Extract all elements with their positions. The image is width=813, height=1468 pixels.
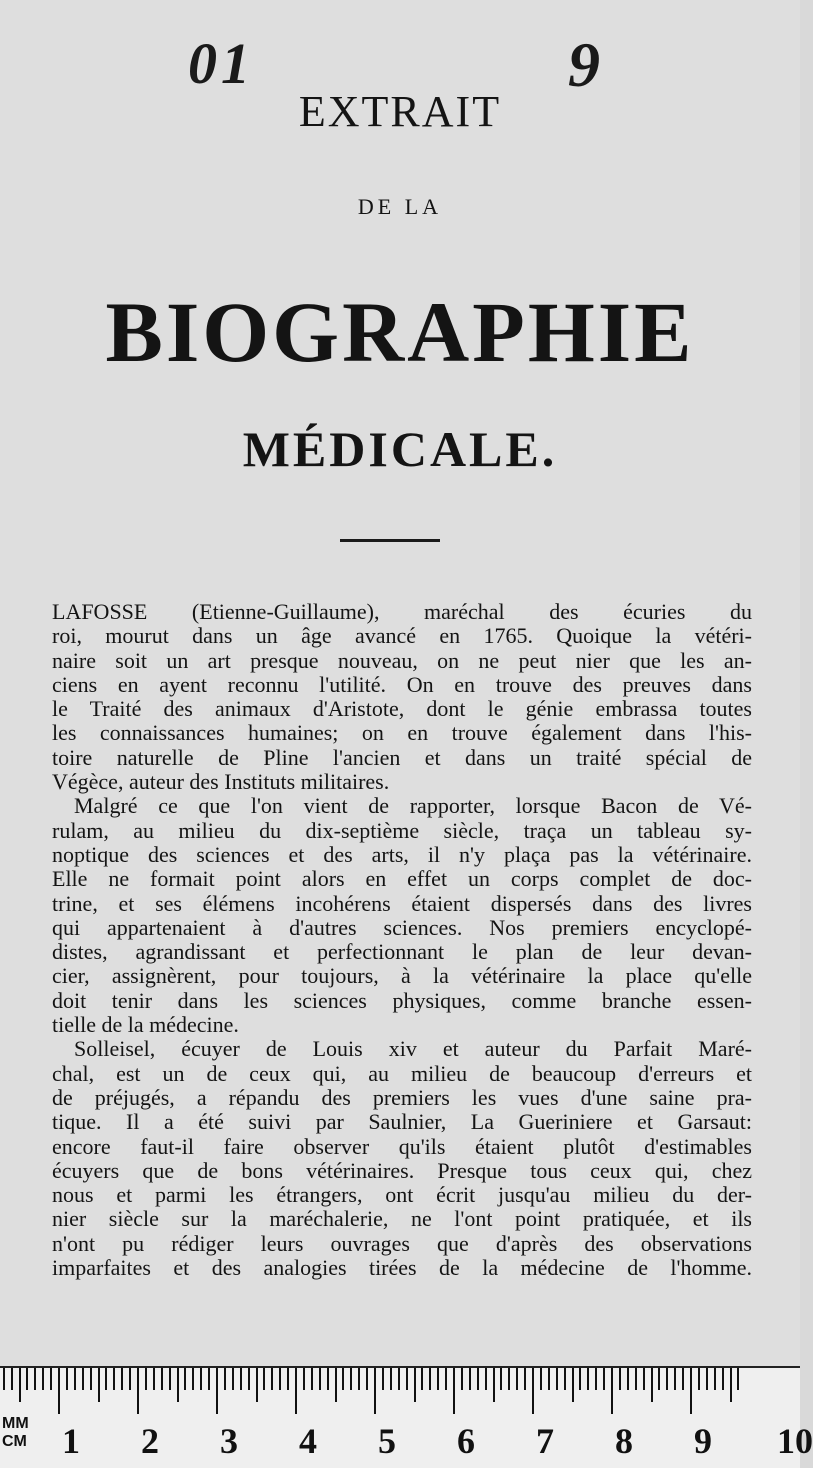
ruler-tick (311, 1368, 313, 1390)
text-line: nous et parmi les étrangers, ont écrit jusqu'au milieu du der- (52, 1182, 752, 1208)
ruler-tick (556, 1368, 558, 1390)
text-line: doit tenir dans les sciences physiques, comme branche essen- (52, 987, 752, 1013)
ruler-tick (11, 1368, 13, 1390)
ruler-tick (113, 1368, 115, 1390)
ruler-tick (516, 1368, 518, 1390)
ruler-tick (643, 1368, 645, 1390)
ruler-tick (58, 1368, 60, 1414)
ruler-tick (477, 1368, 479, 1390)
ruler-tick (524, 1368, 526, 1390)
ruler-tick (295, 1368, 297, 1414)
ruler-tick (335, 1368, 337, 1402)
ruler-tick (50, 1368, 52, 1390)
ruler-tick (82, 1368, 84, 1390)
ruler-number: 2 (141, 1421, 159, 1461)
text-line: Solleisel, écuyer de Louis xiv et auteur du Parfait Maré- (74, 1036, 752, 1062)
text-line: noptique des sciences et des arts, il n'y plaça pas la vétérinaire. (52, 841, 752, 867)
text-line: écuyers que de bons vétérinaires. Presque tous ceux qui, chez (52, 1157, 752, 1183)
ruler-tick (595, 1368, 597, 1390)
ruler-tick (666, 1368, 668, 1390)
text-line: roi, mourut dans un âge avancé en 1765. Quoique la vétéri- (52, 623, 752, 649)
ruler-unit-cm: CM (2, 1433, 27, 1450)
text-line: de préjugés, a répandu des premiers les vues d'une saine pra- (52, 1084, 752, 1110)
ruler-tick (366, 1368, 368, 1390)
ruler-tick (161, 1368, 163, 1390)
ruler-tick (66, 1368, 68, 1390)
title-divider (340, 539, 440, 542)
ruler-tick (421, 1368, 423, 1390)
ruler-tick (730, 1368, 732, 1402)
ruler-tick (192, 1368, 194, 1390)
ruler-tick (500, 1368, 502, 1390)
text-line: encore faut-il faire observer qu'ils étaient plutôt d'estimables (52, 1133, 752, 1159)
ruler-tick (619, 1368, 621, 1390)
article-body (52, 600, 752, 1280)
ruler-tick (153, 1368, 155, 1390)
text-line: nier siècle sur la maréchalerie, ne l'ont point pratiquée, et ils (52, 1206, 752, 1232)
ruler-number: 9 (694, 1421, 712, 1461)
ruler-tick (26, 1368, 28, 1390)
text-line: tielle de la médecine. (52, 1012, 239, 1038)
ruler-tick (737, 1368, 739, 1390)
ruler-tick (564, 1368, 566, 1390)
ruler-tick (651, 1368, 653, 1402)
ruler-tick (327, 1368, 329, 1390)
text-line: Végèce, auteur des Instituts militaires. (52, 769, 390, 795)
ruler-tick (627, 1368, 629, 1390)
ruler-unit-mm: MM (2, 1415, 29, 1432)
ruler-tick (485, 1368, 487, 1390)
ruler-tick (200, 1368, 202, 1390)
ruler-number: 5 (378, 1421, 396, 1461)
ruler-tick (493, 1368, 495, 1402)
ruler-tick (540, 1368, 542, 1390)
text-line: n'ont pu rédiger leurs ouvrages que d'après des observations (52, 1230, 752, 1256)
ruler-tick (469, 1368, 471, 1390)
ruler-tick (453, 1368, 455, 1414)
ruler-tick (342, 1368, 344, 1390)
ruler-tick (398, 1368, 400, 1390)
text-line: toire naturelle de Pline l'ancien et dans un traité spécial de (52, 744, 752, 770)
ruler-tick (358, 1368, 360, 1390)
ruler-tick (698, 1368, 700, 1390)
ruler-tick (350, 1368, 352, 1390)
title-de-la: DE LA (357, 194, 443, 219)
ruler-tick (572, 1368, 574, 1402)
text-line: imparfaites et des analogies tirées de la médecine de l'homme. (52, 1255, 752, 1281)
text-line: Elle ne formait point alors en effet un corps complet de doc- (52, 866, 752, 892)
ruler-tick (3, 1368, 5, 1390)
ruler-number: 3 (220, 1421, 238, 1461)
ruler-tick (98, 1368, 100, 1402)
text-line: le Traité des animaux d'Aristote, dont le génie embrassa toutes (52, 696, 752, 722)
ruler-tick (382, 1368, 384, 1390)
ruler-tick (603, 1368, 605, 1390)
ruler-tick (406, 1368, 408, 1390)
ruler-tick (303, 1368, 305, 1390)
ruler-tick (177, 1368, 179, 1402)
ruler-tick (706, 1368, 708, 1390)
ruler-tick (287, 1368, 289, 1390)
ruler-tick (674, 1368, 676, 1390)
ruler-number: 7 (536, 1421, 554, 1461)
ruler-tick (224, 1368, 226, 1390)
text-line: LAFOSSE (Etienne-Guillaume), maréchal des écuries du (52, 599, 752, 624)
ruler-tick (184, 1368, 186, 1390)
ruler-tick (240, 1368, 242, 1390)
ruler-tick (19, 1368, 21, 1402)
ruler-tick (587, 1368, 589, 1390)
ruler-tick (437, 1368, 439, 1390)
ruler-tick (145, 1368, 147, 1390)
handwritten-mark-left: 01 (188, 31, 254, 96)
ruler-tick (256, 1368, 258, 1402)
title-medicale: MÉDICALE. (242, 421, 558, 477)
title-biographie: BIOGRAPHIE (105, 284, 695, 380)
text-line: ciens en ayent reconnu l'utilité. On en trouve des preuves dans (52, 671, 752, 697)
ruler-number: 6 (457, 1421, 475, 1461)
text-line: Malgré ce que l'on vient de rapporter, lorsque Bacon de Vé- (74, 793, 752, 819)
ruler-tick (279, 1368, 281, 1390)
ruler-number: 1 (62, 1421, 80, 1461)
text-line: cier, assignèrent, pour toujours, à la vétérinaire la place qu'elle (52, 963, 752, 989)
text-line: qui appartenaient à d'autres sciences. Nos premiers encyclopé- (52, 914, 752, 940)
ruler-tick (129, 1368, 131, 1390)
ruler-tick (90, 1368, 92, 1390)
text-line: naire soit un art presque nouveau, on ne peut nier que les an- (52, 647, 752, 673)
ruler-tick (169, 1368, 171, 1390)
text-line: rulam, au milieu du dix-septième siècle, traça un tableau sy- (52, 817, 752, 843)
ruler-tick (445, 1368, 447, 1390)
ruler-tick (658, 1368, 660, 1390)
ruler-tick (579, 1368, 581, 1390)
ruler-tick (137, 1368, 139, 1414)
ruler-tick (105, 1368, 107, 1390)
ruler-tick (121, 1368, 123, 1390)
ruler-tick (216, 1368, 218, 1414)
ruler-tick (429, 1368, 431, 1390)
ruler-tick (548, 1368, 550, 1390)
ruler-tick (611, 1368, 613, 1414)
ruler-tick (42, 1368, 44, 1390)
ruler-tick (414, 1368, 416, 1402)
ruler-number: 8 (615, 1421, 633, 1461)
ruler-tick (635, 1368, 637, 1390)
ruler-number: 4 (299, 1421, 317, 1461)
ruler-tick (34, 1368, 36, 1390)
text-line: trine, et ses élémens incohérens étaient dispersés dans des livres (52, 890, 752, 916)
ruler-tick (208, 1368, 210, 1390)
text-line: chal, est un de ceux qui, au milieu de beaucoup d'erreurs et (52, 1060, 752, 1086)
ruler-tick (690, 1368, 692, 1414)
ruler-number: 10 (777, 1421, 813, 1461)
ruler-tick (248, 1368, 250, 1390)
ruler-tick (263, 1368, 265, 1390)
text-line: les connaissances humaines; on en trouve également dans l'his- (52, 720, 752, 746)
ruler-tick (374, 1368, 376, 1414)
ruler-tick (319, 1368, 321, 1390)
ruler-tick (232, 1368, 234, 1390)
ruler-tick (508, 1368, 510, 1390)
ruler-tick (461, 1368, 463, 1390)
ruler-tick (74, 1368, 76, 1390)
ruler-tick (682, 1368, 684, 1390)
ruler-tick (532, 1368, 534, 1414)
title-extrait: EXTRAIT (298, 87, 502, 136)
measurement-ruler (0, 1366, 813, 1468)
text-line: tique. Il a été suivi par Saulnier, La Gueriniere et Garsaut: (52, 1109, 752, 1135)
ruler-tick (722, 1368, 724, 1390)
handwritten-mark-right: 9 (568, 29, 600, 100)
ruler-tick (714, 1368, 716, 1390)
ruler-tick (271, 1368, 273, 1390)
text-line: distes, agrandissant et perfectionnant le plan de leur devan- (52, 939, 752, 965)
ruler-tick (390, 1368, 392, 1390)
